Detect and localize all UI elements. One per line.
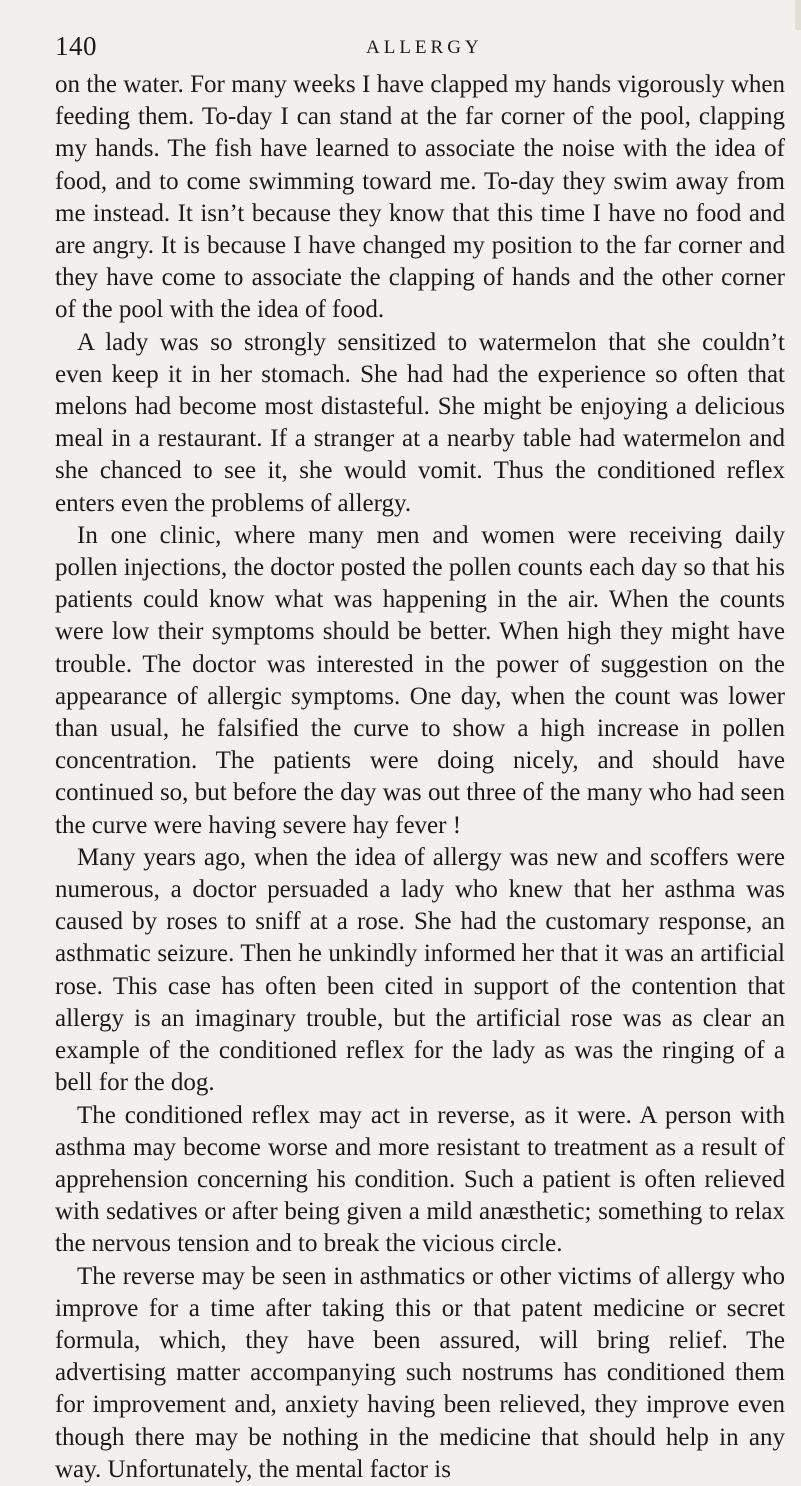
paragraph-patent-medicine: The reverse may be seen in asthmatics or other victims of allergy who improve for a time after taking this or that patent medicine or secret formula, which, they have been assured, will bring relief. The advertising matter accompanying such nostrums has conditioned them for improvement and, anxiety having been relieved, they improve even though there may be nothing in the medicine that should help in any way. Unfortunately, the mental factor is (55, 1262, 785, 1483)
scan-edge (795, 0, 801, 30)
page-header (55, 31, 785, 65)
paragraph-continued: on the water. For many weeks I have clapped my hands vigorously when feeding them. To-day I can stand at the far corner of the pool, clapping my hands. The fish have learned to associate the noise with the idea of food, and to come swimming toward me. To-day they swim away from me instead. It isn’t because they know that this time I have no food and are angry. It is because I have changed my position to the far corner and they have come to associate the clapping of hands and the other corner of the pool with the idea of food. (55, 71, 785, 324)
paragraph-artificial-rose: Many years ago, when the idea of allergy was new and scoffers were numerous, a doctor persuaded a lady who knew that her asthma was caused by roses to sniff at a rose. She had the customary response, an asthmatic seizure. Then he unkindly informed her that it was an artificial rose. This case has often been cited in support of the contention that allergy is an imaginary trouble, but the artificial rose was as clear an example of the conditioned reflex for the lady as was the ringing of a bell for the dog. (55, 843, 785, 1097)
body-text (55, 69, 785, 1486)
page-number: 140 (55, 31, 97, 61)
paragraph-pollen-clinic: In one clinic, where many men and women were receiving daily pollen injections, the doctor posted the pollen counts each day so that his patients could know what was happening in the air. When the counts were low their symptoms should be better. When high they might have trouble. The doctor was interested in the power of suggestion on the appearance of allergic symptoms. One day, when the count was lower than usual, he falsified the curve to show a high increase in pollen concentration. The patients were doing nicely, and should have continued so, but before the day was out three of the many who had seen the curve were having severe hay fever ! (55, 521, 785, 839)
running-head: ALLERGY (366, 37, 483, 58)
paragraph-reverse-reflex: The conditioned reflex may act in reverse, as it were. A person with asthma may become worse and more resistant to treatment as a result of apprehension concerning his condition. Such a patient is often relieved with sedatives or after being given a mild anæsthetic; something to relax the nervous tension and to break the vicious circle. (55, 1101, 785, 1258)
paragraph-watermelon: A lady was so strongly sensitized to watermelon that she couldn’t even keep it in her stomach. She had had the experience so often that melons had become most distasteful. She might be enjoying a delicious meal in a restaurant. If a stranger at a nearby table had watermelon and she chanced to see it, she would vomit. Thus the conditioned reflex enters even the problems of allergy. (55, 328, 785, 517)
